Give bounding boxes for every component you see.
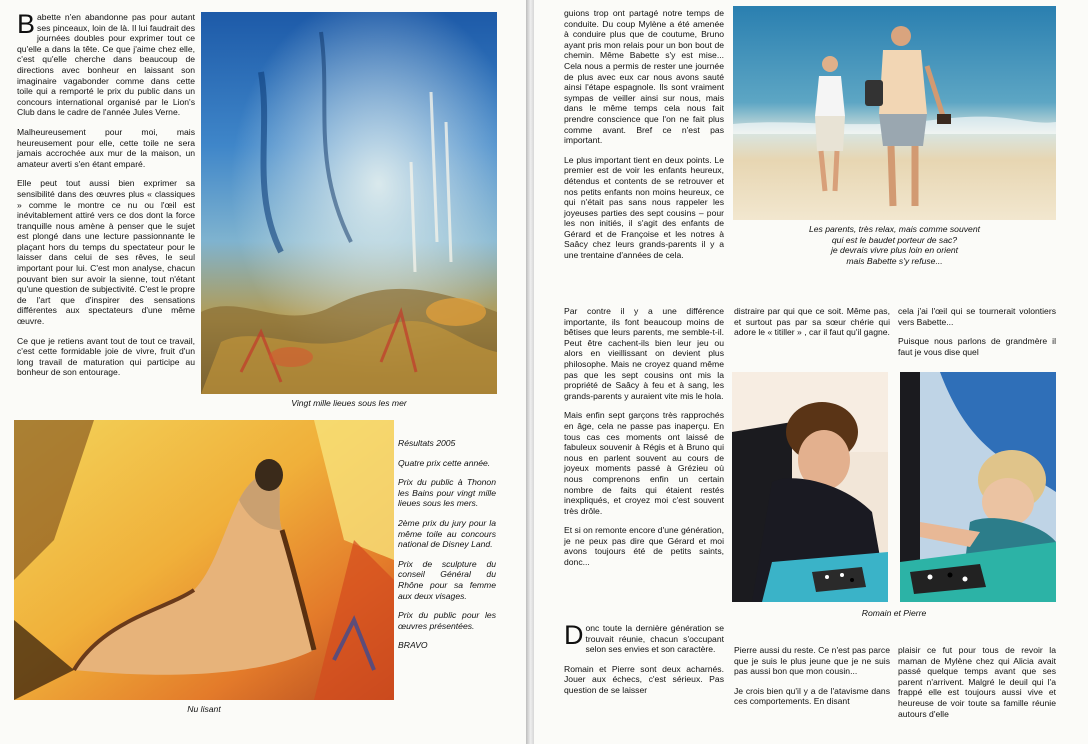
left-paragraph-2: Malheureusement pour moi, mais heureusement pour elle, cette toile ne sera jamais accrochée aux mur de la maison, un amateur averti s'en étant emparé. bbox=[17, 126, 195, 169]
caption-romain-pierre: Romain et Pierre bbox=[861, 608, 927, 618]
photo-romain-chess bbox=[732, 372, 888, 602]
result-item: Quatre prix cette année. bbox=[398, 457, 491, 468]
painting-nu-lisant bbox=[14, 420, 394, 700]
right-paragraph-2: Le plus important tient en deux points. Le premier est de voir les enfants heureux, détendus et contents de se retrouver et nos petits enfants non moins heureux, ce qui n'était pas sans nous rappeler les joyeuses parties des sept cousins – pour les non initiés, il s'agit des enfants de Gérard et de Françoise et les notres à Saâcy chez leurs grands-parents il y a une trentaine d'années de cela. bbox=[564, 154, 724, 261]
caption-line: Les parents, très relax, mais comme souvent bbox=[809, 224, 980, 234]
result-item: Prix du public à Thonon les Bains pour vingt mille lieues sous les mers. bbox=[398, 477, 496, 509]
caption-vingt-mille-lieues: Vingt mille lieues sous les mer bbox=[291, 398, 407, 408]
results-closing: BRAVO bbox=[398, 640, 428, 651]
right-paragraph-10: Romain et Pierre sont deux acharnés. Jouer aux échecs, c'est sérieux. Pas question de se laisser bbox=[564, 663, 724, 695]
left-text-column bbox=[17, 9, 195, 387]
dropcap-b: B bbox=[17, 9, 36, 39]
left-paragraph-4: Ce que je retiens avant tout de tout ce travail, c'est cette formidable joie de vivre, fruit d'un long travail de maturation qui participe au bonheur de son entourage. bbox=[17, 335, 195, 378]
result-item: Prix du public pour les œuvres présentées. bbox=[398, 610, 496, 631]
right-paragraph-7: cela j'ai l'œil qui se tournerait volontiers vers Babette... bbox=[898, 306, 1056, 327]
right-paragraph-3: Par contre il y a une différence importante, ils font beaucoup moins de bêtises que leurs parents, me semble-t-il. Peut être cachent-ils bien leur jeu ou alors en vieillissant on devient plus philosophe. Mais ne croyez quand même pas que les sept cousins ont mis la propriété de Saâcy à feu et à sang, les grands-parents y auraient vite mis le hola. bbox=[564, 306, 724, 401]
results-title: Résultats 2005 bbox=[398, 438, 456, 448]
right-bottom-text-a bbox=[564, 620, 724, 705]
right-paragraph-11: Pierre aussi du reste. Ce n'est pas parce que je suis le plus jeune que je ne suis pas aussi bon que mon cousin... bbox=[734, 645, 890, 677]
right-paragraph-9: onc toute la dernière génération se trouvait réunie, chacun s'occupant selon ses envies et son caractère. bbox=[585, 623, 724, 655]
caption-line: qui est le baudet porteur de sac? bbox=[831, 234, 958, 245]
right-col-b-text bbox=[734, 306, 890, 347]
result-item: Prix de sculpture du conseil Général du Rhône pour sa femme aux deux visages. bbox=[398, 558, 496, 601]
caption-nu-lisant: Nu lisant bbox=[187, 704, 221, 714]
photo-pierre-chess bbox=[900, 372, 1056, 602]
right-paragraph-4: Mais enfin sept garçons très rapprochés en âge, cela ne passe pas inaperçu. En tous cas ces moments ont laissé de fabuleux souvenir à Régis et à Bruno qui nous en parlent souvent au cours de joyeux moments passé à Grézieu où nous comprenons enfin un certain nombre de faits qui étaient restés inexpliqués, et croyez moi c'est souvent très drôle. bbox=[564, 410, 724, 516]
left-page bbox=[0, 0, 528, 744]
result-item: 2ème prix du jury pour la même toile au concours national de Disney Land. bbox=[398, 517, 496, 550]
dropcap-d: D bbox=[564, 620, 584, 650]
right-paragraph-12: Je crois bien qu'il y a de l'atavisme dans ces comportements. En disant bbox=[734, 685, 890, 707]
right-paragraph-1: guions trop ont partagé notre temps de conduite. Du coup Mylène a été amenée à conduire plus que de coutume, Bruno ayant pris mon relais pour un bon bout de chemin. Même Babette s'y est mise... Cela nous a permis de rester une journée de plus avec eux car nous avons sauté ainsi l'étape espagnole. Ils sont vraiment sympas de veiller ainsi sur nous, mais dans le même temps cela nous fait prendre conscience que l'on ne fait plus comme avant. Bref ce n'est pas important. bbox=[564, 8, 724, 146]
right-col-c-text bbox=[898, 306, 1056, 366]
right-bottom-text-c bbox=[898, 645, 1056, 728]
right-bottom-text-b bbox=[734, 645, 890, 716]
left-paragraph-1: abette n'en abandonne pas pour autant ses pinceaux, loin de là. Il lui faudrait des journées doubles pour exprimer tout ce qu'elle a dans la tête. Ce que j'aime chez elle, c'est qu'elle cherche dans beaucoup de directions avec bonheur en laissant son imaginaire vagabonder comme dans cette toile qui a remporté le prix du public dans un concours international organisé par le Lion's Club dans le cadre de l'année Jules Verne. bbox=[17, 12, 195, 118]
right-paragraph-13: plaisir ce fut pour tous de revoir la maman de Mylène chez qui Alicia avait passé quelque temps avant que ses parent n'arrivent. Malgré le deuil qui l'a frappé elle est toujours aussi vive et heureuse de voir toute sa famille réunie autours d'elle bbox=[898, 645, 1056, 719]
right-paragraph-5: Et si on remonte encore d'une génération, je ne peux pas dire que Gérard et moi avons toujours été de petits saints, donc... bbox=[564, 525, 724, 568]
right-mid-text bbox=[564, 306, 724, 577]
right-paragraph-6: distraire par qui que ce soit. Même pas, et surtout pas par sa sœur chérie qui adore le « titiller » , car il faut qu'il gagne. bbox=[734, 306, 890, 338]
photo-beach-parents bbox=[733, 6, 1056, 220]
caption-beach-parents bbox=[733, 224, 1056, 266]
caption-line: je devrais vivre plus loin en orient bbox=[830, 245, 959, 256]
caption-line: mais Babette s'y refuse... bbox=[846, 255, 943, 266]
results-2005 bbox=[398, 438, 496, 660]
right-page bbox=[534, 0, 1088, 744]
painting-vingt-mille-lieues bbox=[201, 12, 497, 394]
left-paragraph-3: Elle peut tout aussi bien exprimer sa sensibilité dans des œuvres plus « classiques » comme le montre ce nu ou l'œil est inévitablement attiré vers ce dos dont la force tranquille nous amène à penser que le sujet est plongé dans une lecture passionnante le plaçant hors du temps du spectateur pour le laisser dans celui de ses rêves, le seul important pour lui. C'est mon analyse, chacun pouvant bien sur avoir la sienne, tout n'étant qu'une question de subjectivité. C'est le propre de l'art que d'inspirer des sensations différentes aux spectateurs d'une même œuvre. bbox=[17, 178, 195, 327]
right-paragraph-8: Puisque nous parlons de grandmère il faut je vous dise quel bbox=[898, 336, 1056, 357]
right-top-text bbox=[564, 8, 724, 270]
